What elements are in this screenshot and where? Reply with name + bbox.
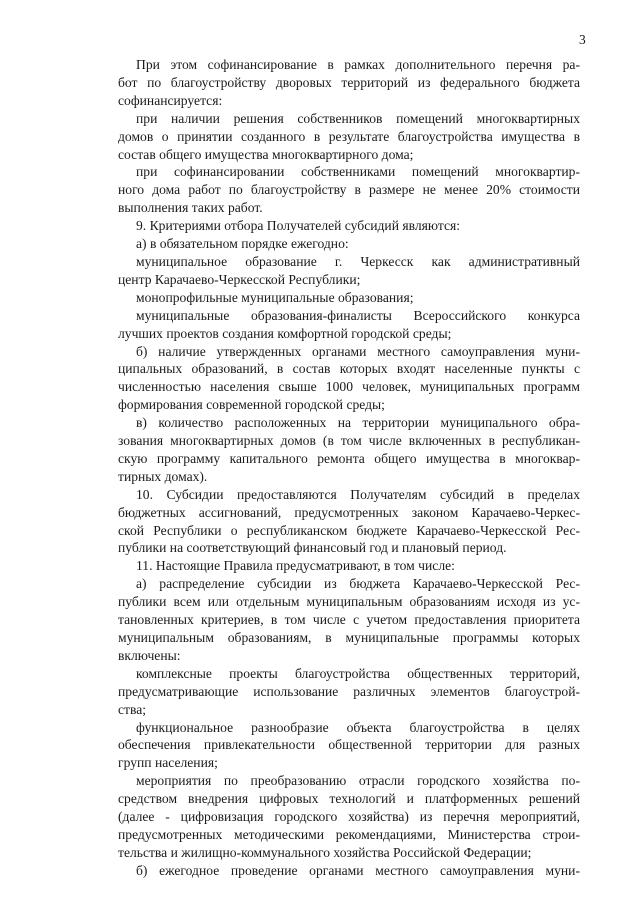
document-body — [118, 56, 580, 880]
paragraph-line: лучших проектов создания комфортной городской среды; — [118, 325, 452, 341]
paragraph-line: обеспечения привлекательности общественной территории для разных — [118, 737, 580, 753]
paragraph — [118, 253, 580, 289]
paragraph-line: скую программу капитального ремонта общего имущества в многоквар- — [118, 450, 580, 466]
paragraph-line: ской Республики о республиканском бюджете Карачаево-Черкесской Рес- — [118, 522, 580, 538]
paragraph-line: предусмотренных методическими рекомендациями, Министерства строи- — [118, 826, 580, 842]
paragraph-line: тельства и жилищно-коммунального хозяйства Российской Федерации; — [118, 844, 532, 860]
paragraph-line: ного дома работ по благоустройству в размере не менее 20% стоимости — [118, 182, 580, 198]
paragraph — [118, 307, 580, 343]
paragraph-line: муниципальные образования-финалисты Всероссийского конкурса — [136, 307, 580, 323]
paragraph-line: в) количество расположенных на территории муниципального обра- — [136, 415, 580, 431]
paragraph-line: тановленных критериев, в том числе с учетом предоставления приоритета — [118, 612, 580, 628]
paragraph — [118, 665, 580, 719]
paragraph-line: 10. Субсидии предоставляются Получателям субсидий в пределах — [136, 486, 580, 502]
paragraph-line: монопрофильные муниципальные образования; — [136, 289, 414, 305]
paragraph-line: публики всем или отдельным муниципальным образованиям исходя из ус- — [118, 594, 580, 610]
paragraph-line: выполнения таких работ. — [118, 200, 263, 216]
paragraph-line: предусматривающие использование различных элементов благоустрой- — [118, 683, 580, 699]
paragraph — [118, 235, 580, 253]
paragraph — [118, 772, 580, 862]
paragraph — [118, 719, 580, 773]
paragraph — [118, 343, 580, 415]
page-number: 3 — [579, 32, 586, 47]
paragraph-line: а) распределение субсидии из бюджета Карачаево-Черкесской Рес- — [136, 576, 580, 592]
paragraph-line: ства; — [118, 701, 147, 717]
paragraph — [118, 289, 580, 307]
paragraph-line: при наличии решения собственников помещений многоквартирных — [136, 110, 580, 126]
paragraph — [118, 414, 580, 486]
paragraph-line: формирования современной городской среды; — [118, 397, 385, 413]
paragraph-line: включены: — [118, 647, 181, 663]
paragraph-line: а) в обязательном порядке ежегодно: — [136, 236, 349, 252]
paragraph-line: муниципальное образование г. Черкесск как административный — [136, 253, 580, 269]
paragraph-line: тирных домах). — [118, 468, 208, 484]
paragraph — [118, 56, 580, 110]
paragraph-line: муниципальным образованиям, в муниципальные программы которых — [118, 630, 580, 645]
paragraph-line: домов о принятии созданного в результате благоустройства имущества в — [118, 128, 580, 144]
paragraph-line: (далее - цифровизация городского хозяйства) из перечня мероприятий, — [118, 809, 580, 825]
paragraph — [118, 862, 580, 880]
paragraph-line: функциональное разнообразие объекта благоустройства в целях — [136, 719, 580, 735]
paragraph-line: средством внедрения цифровых технологий и платформенных решений — [118, 791, 580, 807]
paragraph — [118, 217, 580, 235]
paragraph-line: групп населения; — [118, 755, 218, 771]
paragraph-line: 9. Критериями отбора Получателей субсидий являются: — [136, 218, 461, 234]
paragraph-line: бот по благоустройству дворовых территорий из федерального бюджета — [118, 74, 580, 90]
paragraph — [118, 486, 580, 558]
paragraph — [118, 110, 580, 164]
paragraph-line: центр Карачаево-Черкесской Республики; — [118, 271, 361, 287]
paragraph-line: б) наличие утвержденных органами местного самоуправления муни- — [136, 343, 580, 359]
paragraph-line: б) ежегодное проведение органами местного самоуправления муни- — [136, 862, 580, 878]
paragraph-line: численностью населения свыше 1000 человек, муниципальных программ — [118, 379, 580, 395]
paragraph-line: мероприятия по преобразованию отрасли городского хозяйства по- — [136, 773, 580, 789]
paragraph-line: состав общего имущества многоквартирного дома; — [118, 146, 414, 162]
paragraph-line: софинансируется: — [118, 92, 223, 108]
paragraph — [118, 575, 580, 665]
paragraph-line: При этом софинансирование в рамках дополнительного перечня ра- — [136, 57, 580, 72]
paragraph — [118, 163, 580, 217]
paragraph-line: комплексные проекты благоустройства общественных территорий, — [136, 665, 580, 681]
paragraph-line: ципальных образований, в состав которых входят населенные пункты с — [118, 361, 580, 377]
paragraph — [118, 557, 580, 575]
paragraph-line: при софинансировании собственниками помещений многоквартир- — [136, 164, 580, 180]
paragraph-line: бюджетных ассигнований, предусмотренных законом Карачаево-Черкес- — [118, 504, 580, 520]
paragraph-line: зования многоквартирных домов (в том числе включенных в республикан- — [118, 433, 580, 449]
paragraph-line: публики на соответствующий финансовый год и плановый период. — [118, 540, 507, 556]
paragraph-line: 11. Настоящие Правила предусматривают, в том числе: — [136, 558, 455, 574]
